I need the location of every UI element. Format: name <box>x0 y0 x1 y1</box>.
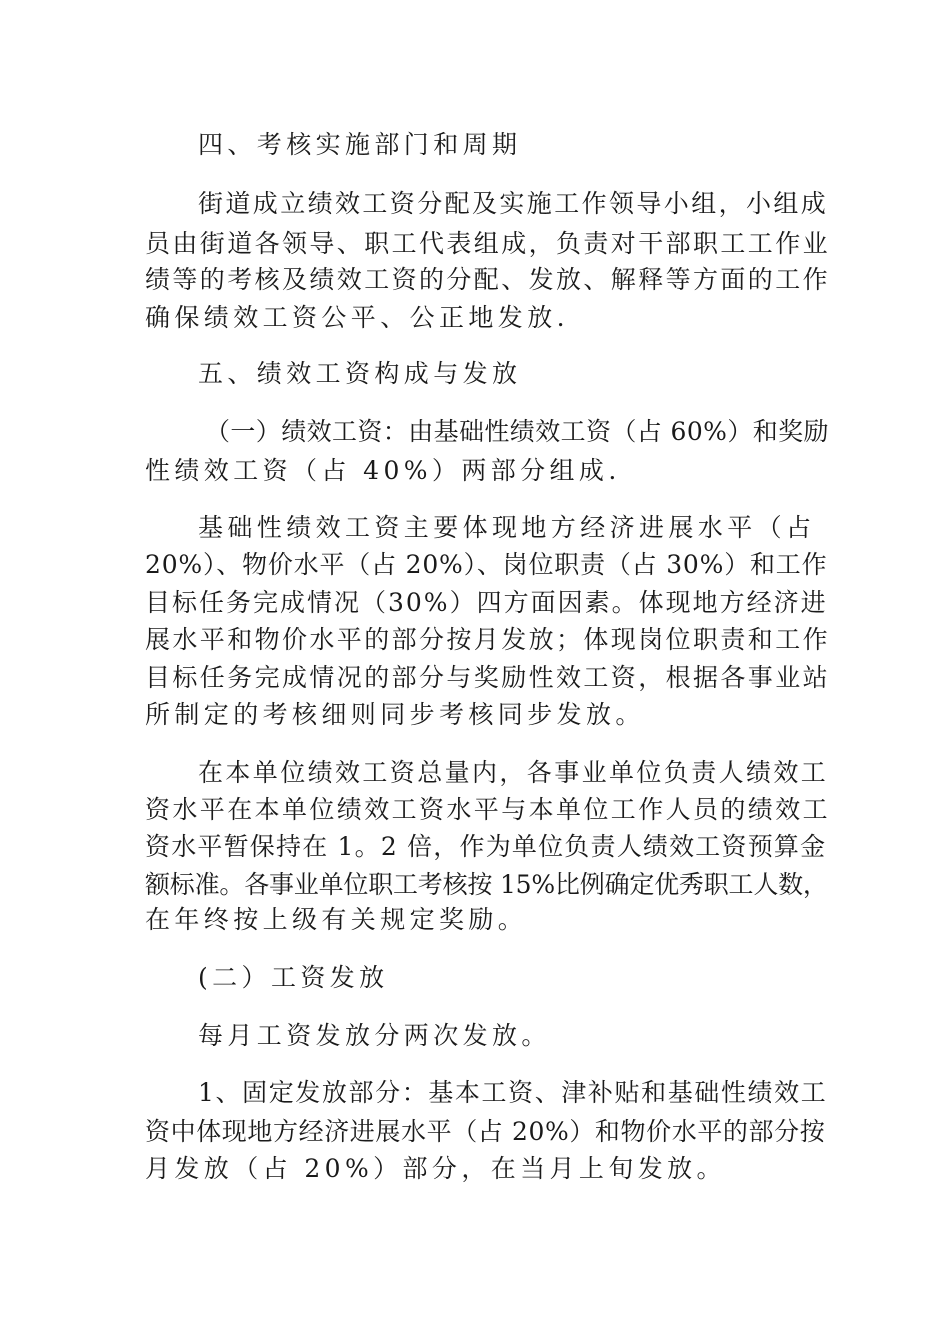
monthly-payment-line: 每月工资发放分两次发放。 <box>198 1021 551 1050</box>
paragraph-line: 展水平和物价水平的部分按月发放；体现岗位职责和工作 <box>145 625 831 654</box>
paragraph-line: 1、固定发放部分：基本工资、津补贴和基础性绩效工 <box>198 1078 828 1107</box>
paragraph-line: 20%）、物价水平（占 20%）、岗位职责（占 30%）和工作 <box>145 550 828 579</box>
section-4-heading: 四、考核实施部门和周期 <box>198 130 522 159</box>
paragraph-line: 性绩效工资（占 40%）两部分组成. <box>145 456 621 485</box>
paragraph-line: 额标准。各事业单位职工考核按 15%比例确定优秀职工人数， <box>145 870 828 899</box>
paragraph-line: 员由街道各领导、职工代表组成，负责对干部职工工作业 <box>145 229 831 258</box>
paragraph-line: 目标任务完成情况（30%）四方面因素。体现地方经济进 <box>145 588 828 617</box>
section-5-heading: 五、绩效工资构成与发放 <box>198 359 522 388</box>
paragraph-line: 在年终按上级有关规定奖励。 <box>145 905 528 934</box>
paragraph-line: （一）绩效工资：由基础性绩效工资（占 60%）和奖励 <box>205 417 829 446</box>
paragraph-line: 目标任务完成情况的部分与奖励性效工资，根据各事业站 <box>145 663 831 692</box>
paragraph-line: 在本单位绩效工资总量内，各事业单位负责人绩效工 <box>198 758 829 787</box>
paragraph-line: 确保绩效工资公平、公正地发放. <box>145 303 569 332</box>
paragraph-line: 所制定的考核细则同步考核同步发放。 <box>145 700 645 729</box>
paragraph-line: 绩等的考核及绩效工资的分配、发放、解释等方面的工作 <box>145 265 831 294</box>
paragraph-line: 基础性绩效工资主要体现地方经济进展水平（占 <box>198 513 816 542</box>
subsection-2-heading: (二）工资发放 <box>198 963 389 992</box>
paragraph-line: 资水平在本单位绩效工资水平与本单位工作人员的绩效工 <box>145 795 831 824</box>
paragraph-line: 资水平暂保持在 1。2 倍，作为单位负责人绩效工资预算金 <box>145 832 827 861</box>
paragraph-line: 月发放（占 20%）部分，在当月上旬发放。 <box>145 1154 726 1183</box>
paragraph-line: 资中体现地方经济进展水平（占 20%）和物价水平的部分按 <box>145 1117 826 1146</box>
paragraph-line: 街道成立绩效工资分配及实施工作领导小组，小组成 <box>198 189 829 218</box>
